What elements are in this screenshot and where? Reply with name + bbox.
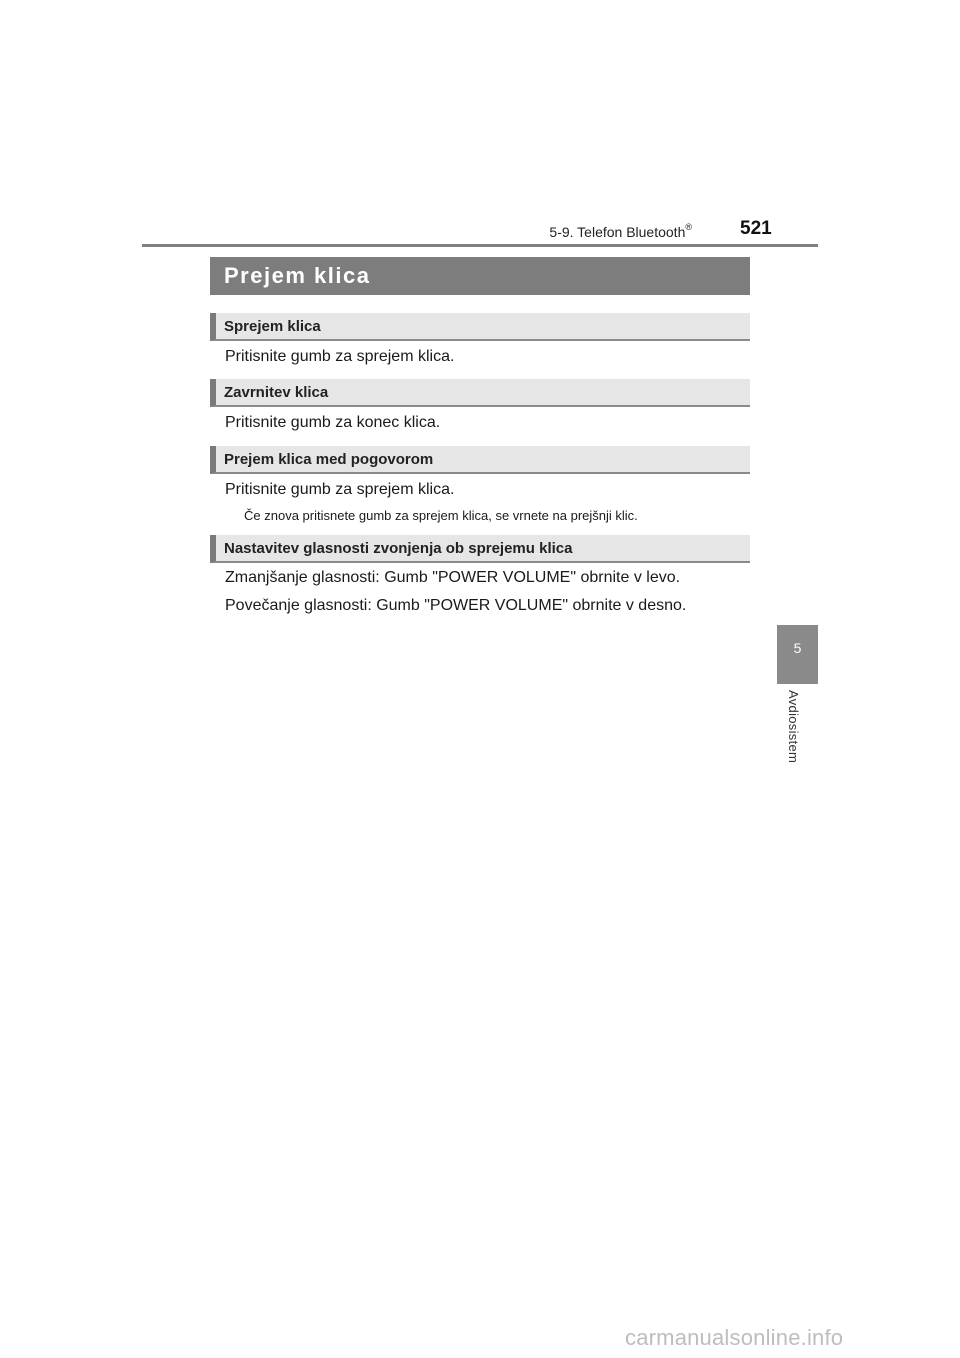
instruction-text: Zmanjšanje glasnosti: Gumb "POWER VOLUME" obrnite v levo. xyxy=(225,569,681,586)
subheading-decline-call: Zavrnitev klica xyxy=(210,379,750,407)
section-breadcrumb: 5-9. Telefon Bluetooth® xyxy=(549,222,692,240)
instruction-text: Pritisnite gumb za sprejem klica. xyxy=(225,481,455,498)
instruction-text: Pritisnite gumb za sprejem klica. xyxy=(225,348,455,365)
registered-mark: ® xyxy=(685,222,692,232)
instruction-text: Pritisnite gumb za konec klica. xyxy=(225,414,441,431)
site-watermark: carmanualsonline.info xyxy=(625,1325,844,1350)
chapter-tab[interactable]: 5 xyxy=(777,625,818,684)
note-text: Če znova pritisnete gumb za sprejem klica, se vrnete na prejšnji klic. xyxy=(244,508,638,523)
chapter-tab-label: Avdiosistem xyxy=(786,690,801,764)
page-header xyxy=(0,215,960,245)
page-number: 521 xyxy=(740,218,772,239)
subheading-call-waiting: Prejem klica med pogovorom xyxy=(210,446,750,474)
instruction-text: Povečanje glasnosti: Gumb "POWER VOLUME" obrnite v desno. xyxy=(225,597,687,614)
subheading-answer-call: Sprejem klica xyxy=(210,313,750,341)
subheading-ringtone-volume: Nastavitev glasnosti zvonjenja ob sprejemu klica xyxy=(210,535,750,563)
page-title: Prejem klica xyxy=(210,257,750,295)
header-divider xyxy=(142,244,818,247)
